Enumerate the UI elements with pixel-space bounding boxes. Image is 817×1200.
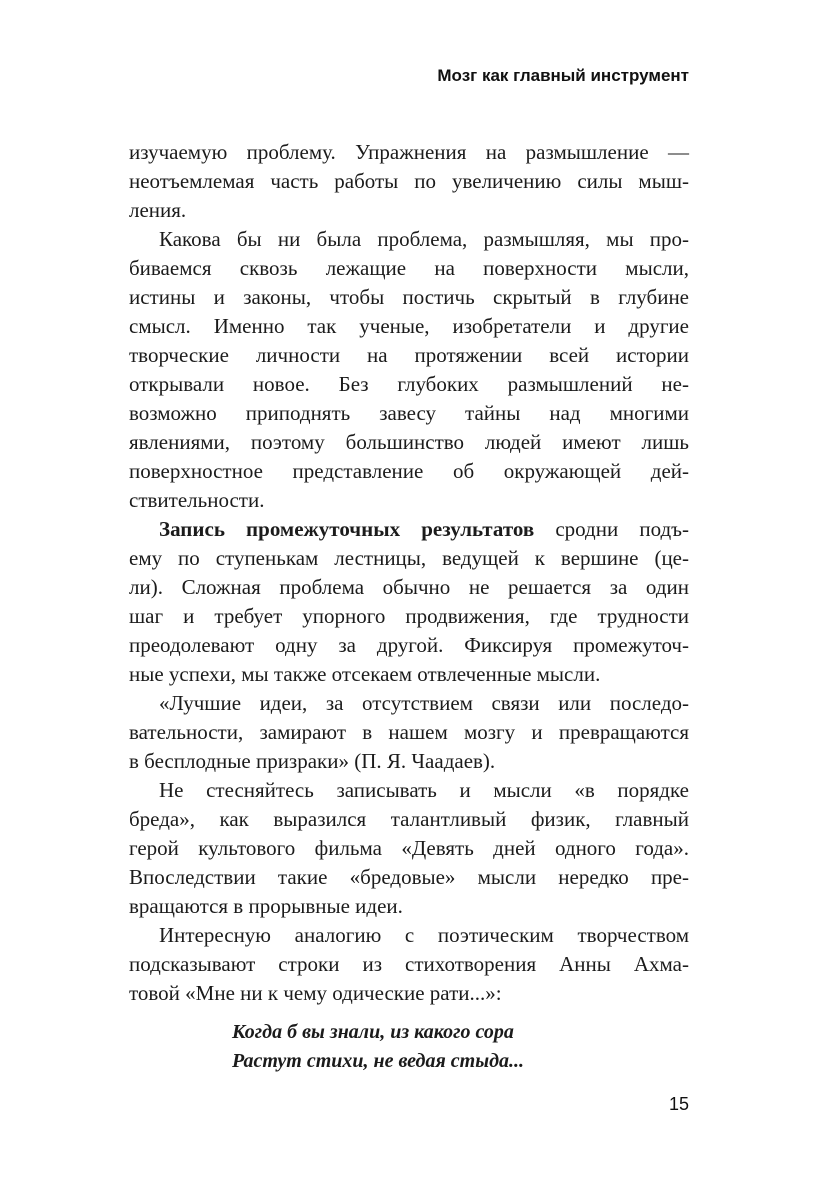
text-line: возможно приподнять завесу тайны над многими	[129, 401, 689, 425]
text-line: Впоследствии такие «бредовые» мысли нередко пре-	[129, 865, 689, 889]
text-line: истины и законы, чтобы постичь скрытый в глубине	[129, 285, 689, 309]
text-line: в бесплодные призраки» (П. Я. Чаадаев).	[129, 749, 496, 773]
poem	[232, 1018, 689, 1076]
text-line: ли). Сложная проблема обычно не решается за один	[129, 575, 689, 599]
text-line: вращаются в прорывные идеи.	[129, 894, 403, 918]
text-line: биваемся сквозь лежащие на поверхности мысли,	[129, 256, 689, 280]
text-line: смысл. Именно так ученые, изобретатели и другие	[129, 314, 689, 338]
poem-line: Растут стихи, не ведая стыда...	[232, 1050, 525, 1072]
text-line: Не стесняйтесь записывать и мысли «в порядке	[159, 778, 689, 802]
text-line: ные успехи, мы также отсекаем отвлеченные мысли.	[129, 662, 601, 686]
text-line: шаг и требует упорного продвижения, где трудности	[129, 604, 689, 628]
text-line: творческие личности на протяжении всей истории	[129, 343, 689, 367]
text-line: товой «Мне ни к чему одические рати...»:	[129, 981, 502, 1005]
text-line: подсказывают строки из стихотворения Анны Ахма-	[129, 952, 689, 976]
text-line: Какова бы ни была проблема, размышляя, мы про-	[159, 227, 689, 251]
text-line: ления.	[129, 198, 187, 222]
text-line: ствительности.	[129, 488, 265, 512]
bold-lead-in: Запись промежуточных результатов	[159, 517, 535, 541]
text-line	[129, 515, 689, 544]
text-line: Интересную аналогию с поэтическим творчеством	[159, 923, 689, 947]
text-line: «Лучшие идеи, за отсутствием связи или последо-	[159, 691, 689, 715]
text-line: неотъемлемая часть работы по увеличению силы мыш-	[129, 169, 689, 193]
text-line: поверхностное представление об окружающей дей-	[129, 459, 689, 483]
text-line: бреда», как выразился талантливый физик, главный	[129, 807, 689, 831]
page-number: 15	[668, 1094, 689, 1114]
running-header: Мозг как главный инструмент	[437, 66, 689, 85]
text-segment: сродни подъ-	[534, 517, 689, 541]
text-line: явлениями, поэтому большинство людей имеют лишь	[129, 430, 689, 454]
text-line: изучаемую проблему. Упражнения на размышление —	[129, 140, 689, 164]
text-line: преодолевают одну за другой. Фиксируя промежуточ-	[129, 633, 689, 657]
poem-line: Когда б вы знали, из какого сора	[232, 1021, 514, 1043]
text-block	[129, 138, 689, 1076]
text-line: герой культового фильма «Девять дней одного года».	[129, 836, 689, 860]
text-line: ему по ступенькам лестницы, ведущей к вершине (це-	[129, 546, 689, 570]
body-text	[129, 138, 689, 1008]
text-line: вательности, замирают в нашем мозгу и превращаются	[129, 720, 689, 744]
text-line: открывали новое. Без глубоких размышлений не-	[129, 372, 689, 396]
